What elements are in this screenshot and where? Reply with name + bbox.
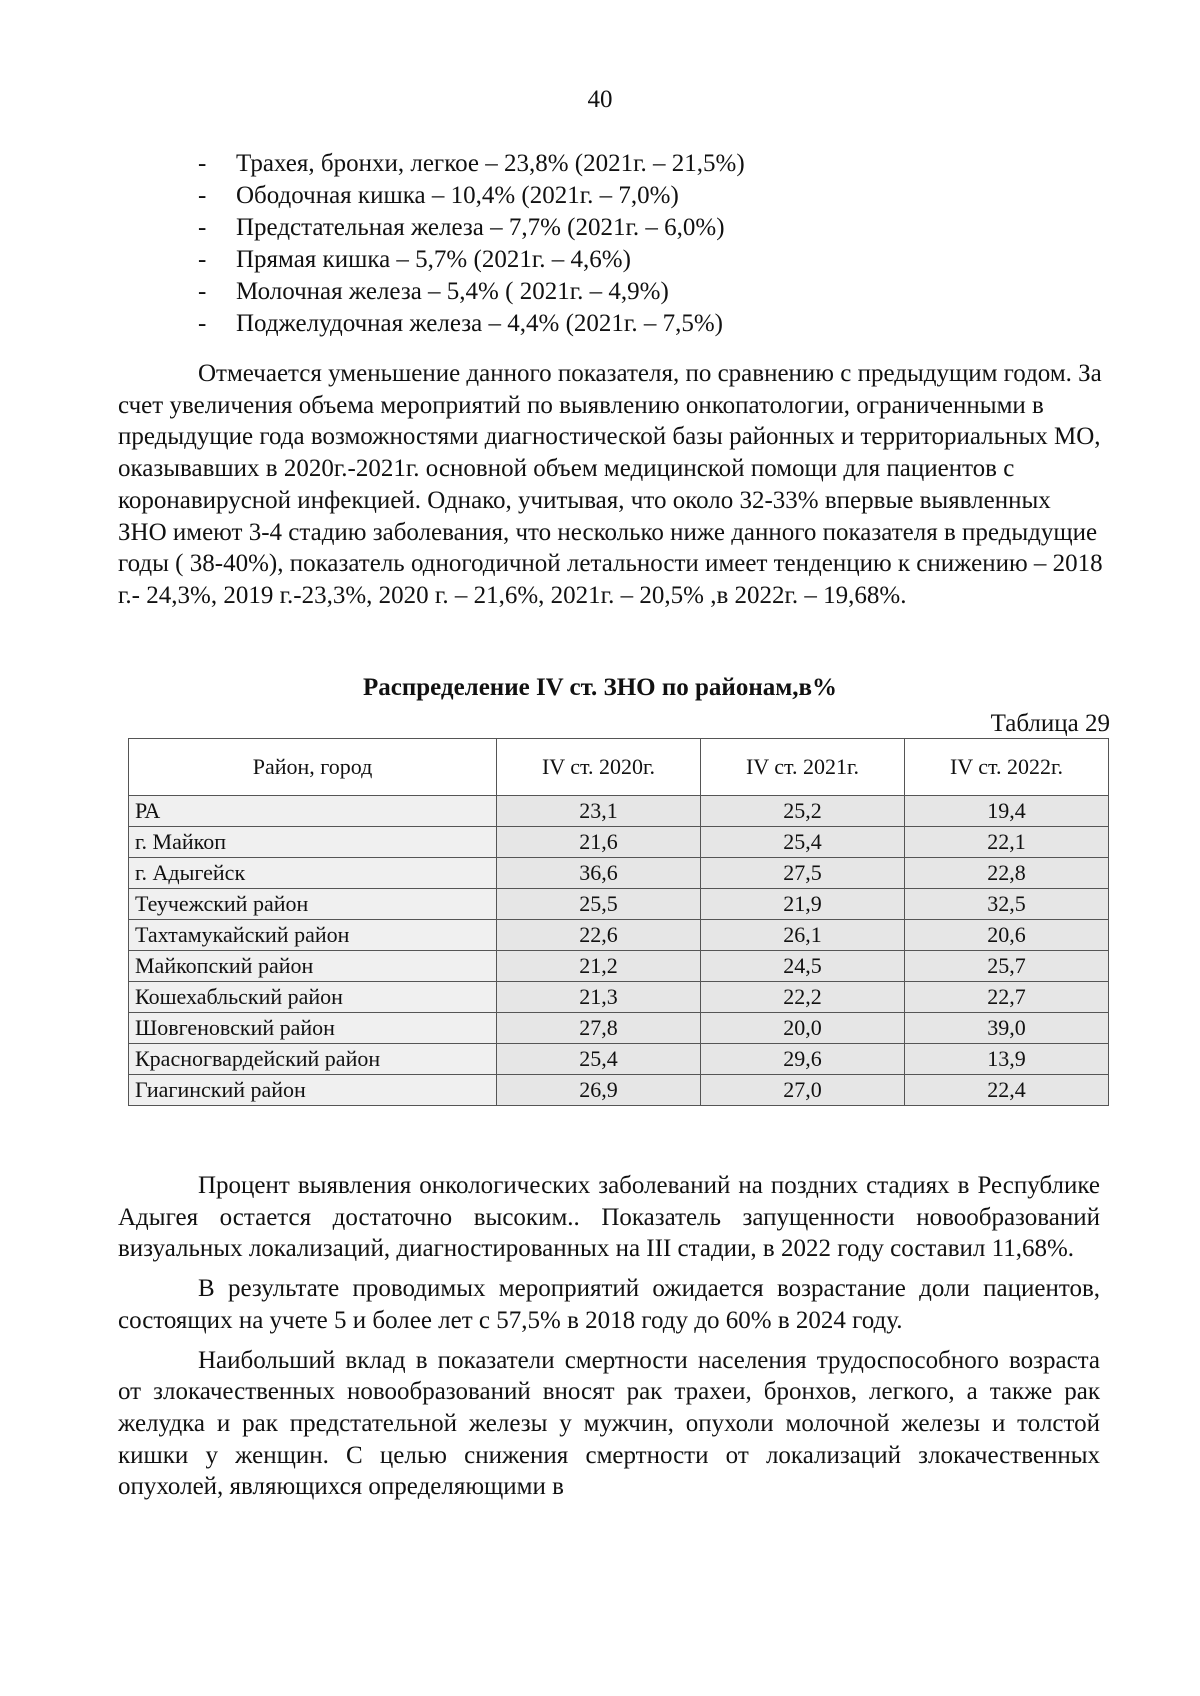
value-cell: 20,0 (701, 1013, 905, 1044)
value-cell: 27,5 (701, 858, 905, 889)
bullet-item: - Молочная железа – 5,4% ( 2021г. – 4,9%) (198, 278, 669, 305)
table-row (129, 982, 1109, 1013)
value-cell: 25,2 (701, 796, 905, 827)
value-cell: 27,0 (701, 1075, 905, 1106)
district-cell: г. Адыгейск (129, 858, 497, 889)
table-row (129, 951, 1109, 982)
table-row (129, 796, 1109, 827)
table-row (129, 1075, 1109, 1106)
district-cell: Кошехабльский район (129, 982, 497, 1013)
table-row (129, 920, 1109, 951)
column-header: IV ст. 2021г. (701, 739, 905, 796)
value-cell: 25,4 (497, 1044, 701, 1075)
value-cell: 25,5 (497, 889, 701, 920)
table-caption: Распределение IV ст. ЗНО по районам,в% (362, 674, 838, 701)
value-cell: 22,4 (905, 1075, 1109, 1106)
bullet-item: - Трахея, бронхи, легкое – 23,8% (2021г. – 21,5%) (198, 150, 745, 177)
value-cell: 26,1 (701, 920, 905, 951)
paragraph: Процент выявления онкологических заболеваний на поздних стадиях в Республике Адыгея остается достаточно высоким.. Показатель запущенности новообразований визуальных локализаций, диагностированных на III стадии, в 2022 году составил 11,68%. (118, 1172, 1100, 1263)
district-cell: Теучежский район (129, 889, 497, 920)
district-cell: Шовгеновский район (129, 1013, 497, 1044)
stage-iv-table (128, 738, 1109, 1106)
district-cell: Гиагинский район (129, 1075, 497, 1106)
value-cell: 21,2 (497, 951, 701, 982)
value-cell: 22,2 (701, 982, 905, 1013)
paragraph-lethality: Отмечается уменьшение данного показателя, по сравнению с предыдущим годом. За счет увеличения объема мероприятий по выявлению онкопатологии, ограниченными в предыдущие года возможностями диагностической базы районных и территориальных МО, оказывавших в 2020г.-2021г. основной объем медицинской помощи для пациентов с коронавирусной инфекцией. Однако, учитывая, что около 32-33% впервые выявленных ЗНО имеют 3-4 стадию заболевания, что несколько ниже данного показателя в предыдущие годы ( 38-40%), показатель одногодичной летальности имеет тенденцию к снижению – 2018 г.- 24,3%, 2019 г.-23,3%, 2020 г. – 21,6%, 2021г. – 20,5% ,в 2022г. – 19,68%. (118, 360, 1103, 609)
value-cell: 25,7 (905, 951, 1109, 982)
value-cell: 23,1 (497, 796, 701, 827)
bullet-item: - Ободочная кишка – 10,4% (2021г. – 7,0%) (198, 182, 679, 209)
page-number: 40 (587, 86, 613, 113)
bullet-list (198, 148, 745, 340)
district-cell: г. Майкоп (129, 827, 497, 858)
paragraph: В результате проводимых мероприятий ожидается возрастание доли пациентов, состоящих на учете 5 и более лет с 57,5% в 2018 году до 60% в 2024 году. (118, 1275, 1100, 1334)
district-cell: Тахтамукайский район (129, 920, 497, 951)
value-cell: 27,8 (497, 1013, 701, 1044)
value-cell: 21,9 (701, 889, 905, 920)
bullet-item: - Прямая кишка – 5,7% (2021г. – 4,6%) (198, 246, 631, 273)
value-cell: 39,0 (905, 1013, 1109, 1044)
value-cell: 22,7 (905, 982, 1109, 1013)
value-cell: 29,6 (701, 1044, 905, 1075)
column-header: IV ст. 2020г. (497, 739, 701, 796)
value-cell: 26,9 (497, 1075, 701, 1106)
value-cell: 24,5 (701, 951, 905, 982)
table-header-row (129, 739, 1109, 796)
value-cell: 22,1 (905, 827, 1109, 858)
value-cell: 36,6 (497, 858, 701, 889)
value-cell: 32,5 (905, 889, 1109, 920)
table-label: Таблица 29 (990, 710, 1110, 737)
value-cell: 21,3 (497, 982, 701, 1013)
district-cell: РА (129, 796, 497, 827)
closing-paragraphs (118, 1170, 1100, 1511)
table-row (129, 1044, 1109, 1075)
table-row (129, 858, 1109, 889)
table-row (129, 827, 1109, 858)
value-cell: 19,4 (905, 796, 1109, 827)
column-header: Район, город (129, 739, 497, 796)
table-row (129, 1013, 1109, 1044)
value-cell: 13,9 (905, 1044, 1109, 1075)
value-cell: 22,8 (905, 858, 1109, 889)
value-cell: 20,6 (905, 920, 1109, 951)
bullet-item: - Поджелудочная железа – 4,4% (2021г. – 7,5%) (198, 310, 723, 337)
value-cell: 25,4 (701, 827, 905, 858)
bullet-item: - Предстательная железа – 7,7% (2021г. – 6,0%) (198, 214, 725, 241)
paragraph: Наибольший вклад в показатели смертности населения трудоспособного возраста от злокачественных новообразований вносят рак трахеи, бронхов, легкого, а также рак желудка и рак предстательной железы у мужчин, опухоли молочной железы и толстой кишки у женщин. С целью снижения смертности от локализаций злокачественных опухолей, являющихся определяющими в (118, 1346, 1100, 1501)
table-row (129, 889, 1109, 920)
value-cell: 21,6 (497, 827, 701, 858)
district-cell: Майкопский район (129, 951, 497, 982)
district-cell: Красногвардейский район (129, 1044, 497, 1075)
value-cell: 22,6 (497, 920, 701, 951)
column-header: IV ст. 2022г. (905, 739, 1109, 796)
